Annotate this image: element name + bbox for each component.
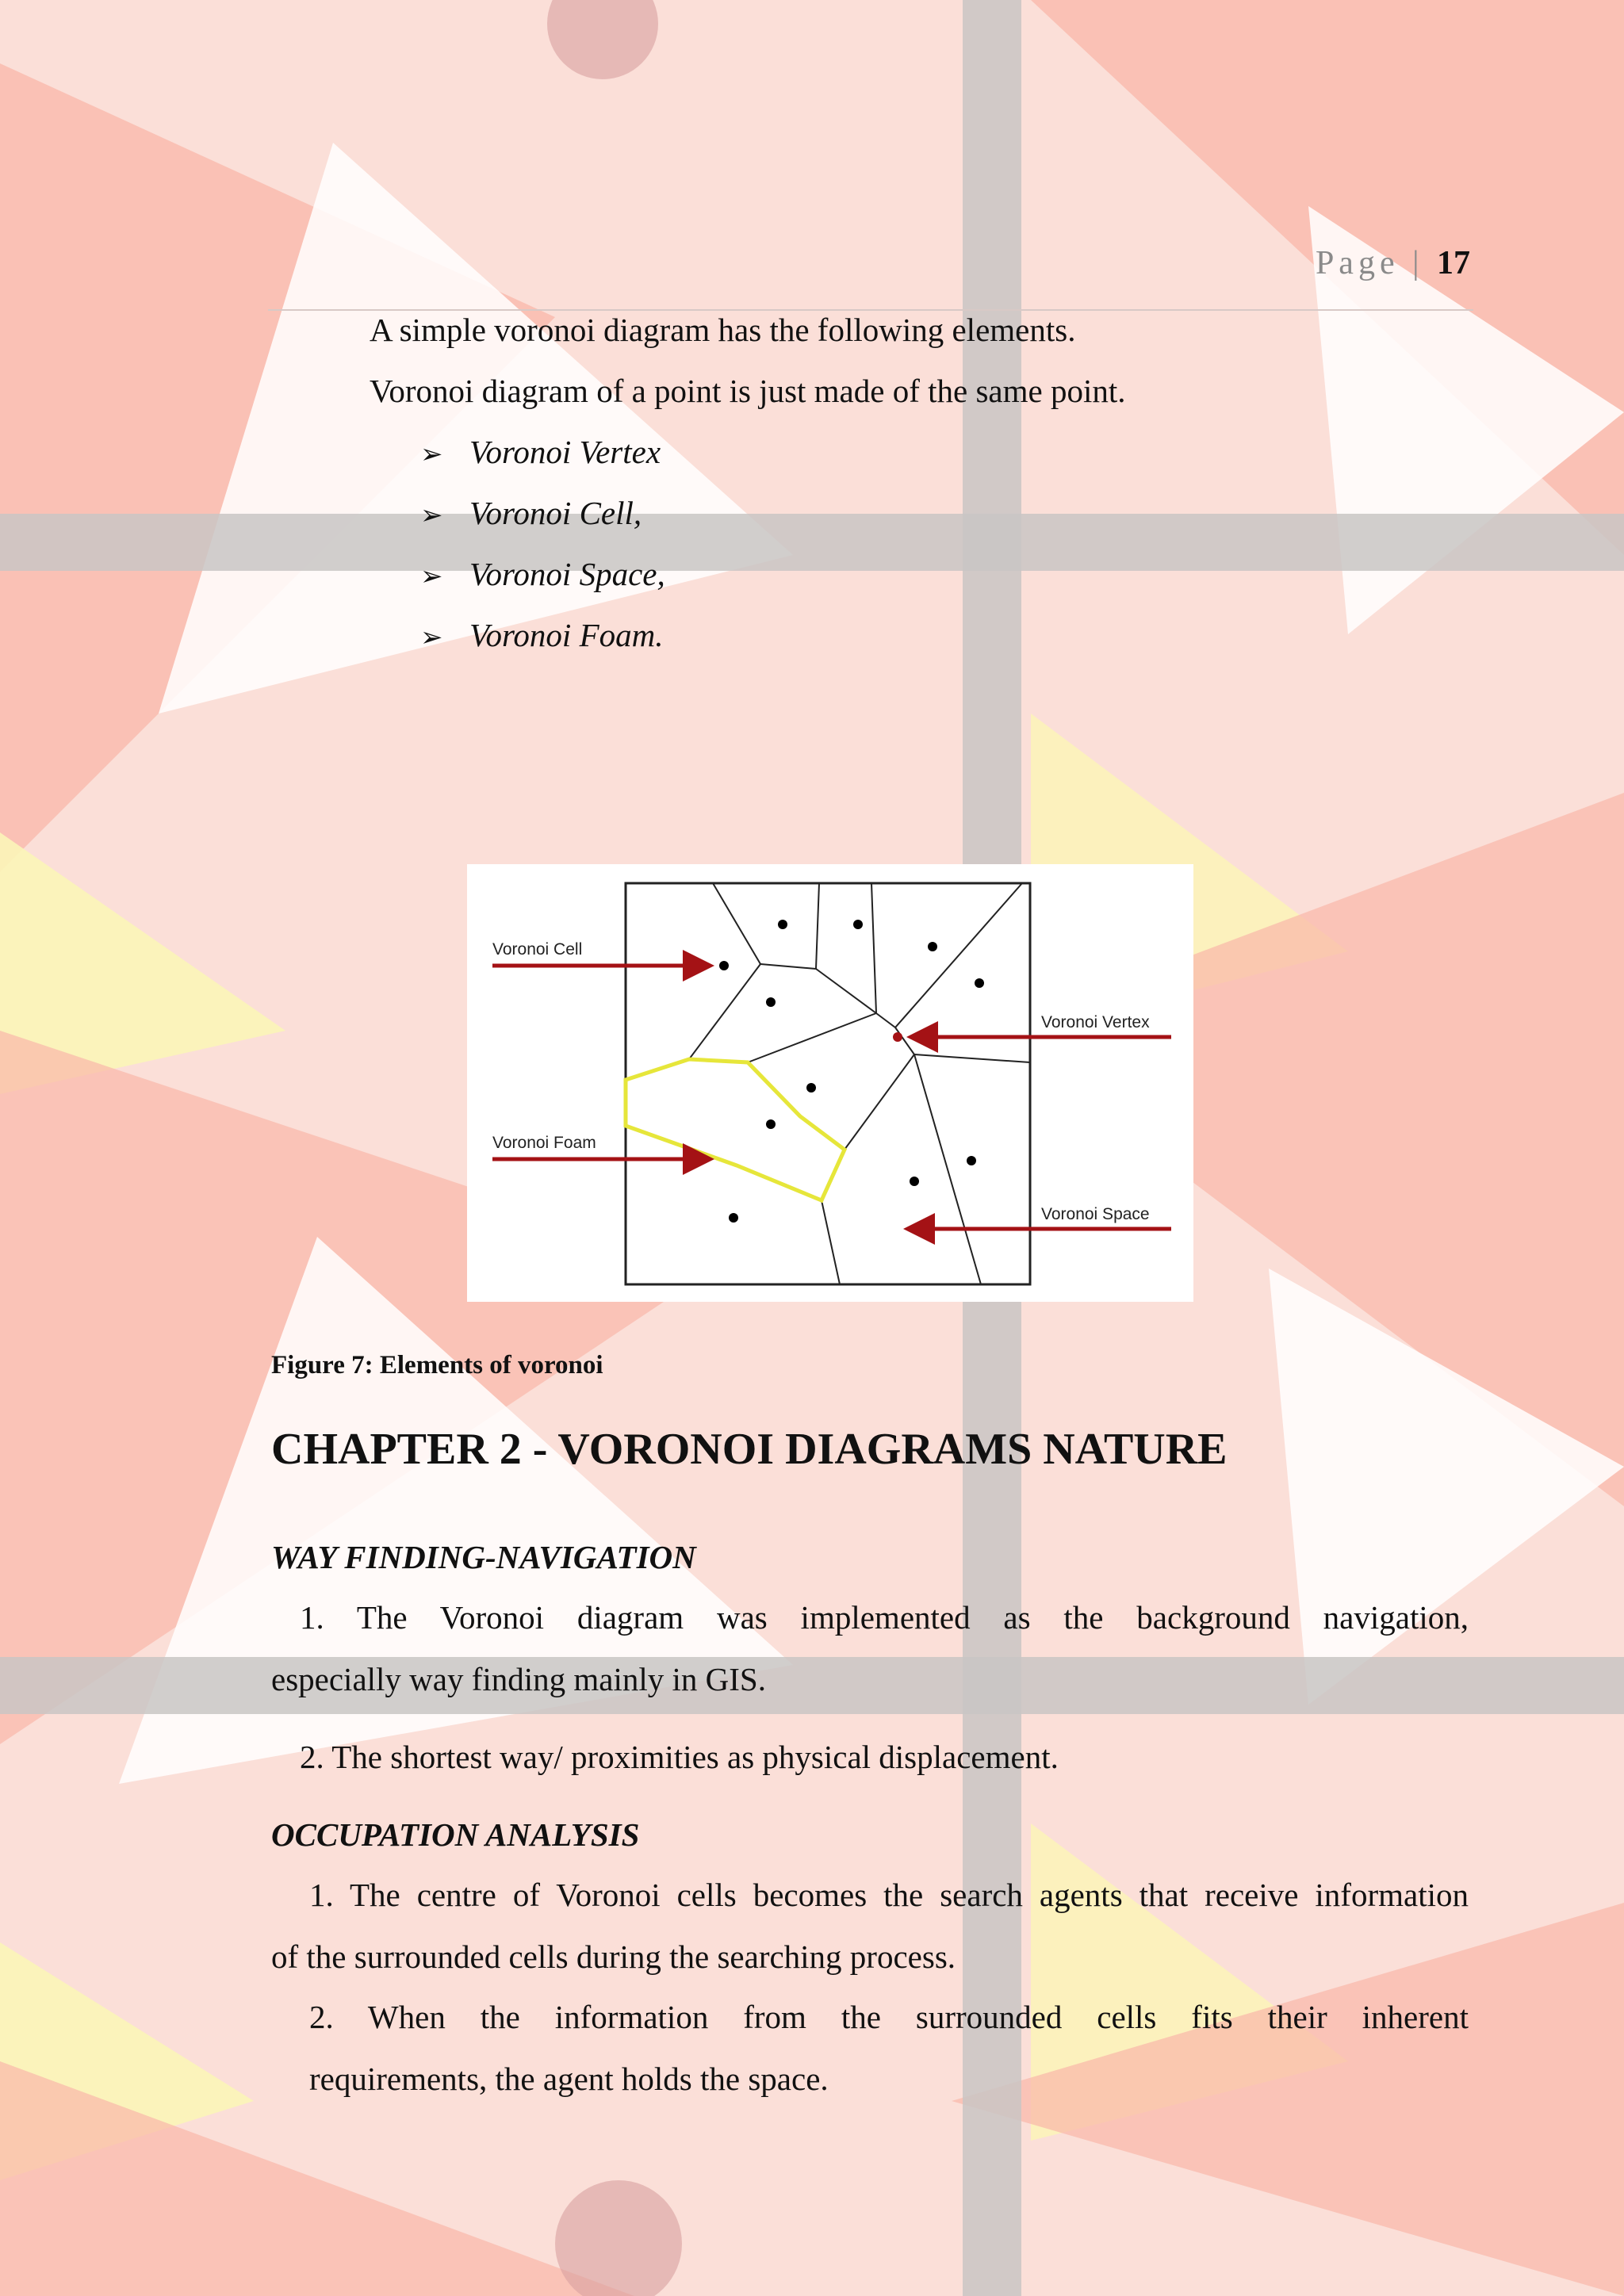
bullet-item (420, 433, 661, 471)
page-label: Page | (1315, 245, 1424, 281)
bullet-text: Voronoi Foam. (469, 617, 664, 653)
voronoi-figure (467, 864, 1193, 1302)
section-heading-wayfinding: WAY FINDING-NAVIGATION (271, 1539, 696, 1575)
bullet-item (420, 494, 642, 532)
figure-caption: Figure 7: Elements of voronoi (271, 1351, 603, 1380)
bullet-text: Voronoi Space, (469, 556, 665, 592)
arrow-bullet-icon: ➢ (420, 440, 443, 469)
section-heading-occupation: OCCUPATION ANALYSIS (271, 1816, 640, 1853)
bullet-item (420, 555, 665, 593)
paragraph-line: 1. The centre of Voronoi cells becomes the search agents that receive information (309, 1877, 1469, 1913)
paragraph-line: 2. When the information from the surrounded cells fits their inherent (309, 1999, 1469, 2035)
bullet-text: Voronoi Vertex (469, 434, 661, 470)
arrow-bullet-icon: ➢ (420, 623, 443, 652)
voronoi-diagram (467, 864, 1193, 1302)
paragraph-line: 1. The Voronoi diagram was implemented as the background navigation, (300, 1599, 1469, 1636)
paragraph-line: especially way finding mainly in GIS. (271, 1661, 766, 1697)
chapter-title: CHAPTER 2 - VORONOI DIAGRAMS NATURE (271, 1425, 1228, 1474)
page-header (1316, 244, 1470, 282)
bullet-text: Voronoi Cell, (469, 495, 642, 531)
bullet-item (420, 616, 663, 654)
arrow-bullet-icon: ➢ (420, 562, 443, 591)
paragraph-line: requirements, the agent holds the space. (309, 2061, 829, 2097)
intro-line-2: Voronoi diagram of a point is just made of the same point. (370, 373, 1126, 409)
paragraph-line: of the surrounded cells during the searching process. (271, 1938, 956, 1975)
page-number: 17 (1437, 245, 1470, 281)
label-voronoi-cell: Voronoi Cell (492, 940, 583, 959)
label-voronoi-space: Voronoi Space (1041, 1205, 1150, 1223)
label-voronoi-vertex: Voronoi Vertex (1041, 1013, 1150, 1031)
voronoi-vertex-marker (893, 1032, 902, 1042)
label-voronoi-foam: Voronoi Foam (492, 1134, 596, 1152)
paragraph-line: 2. The shortest way/ proximities as physical displacement. (300, 1739, 1059, 1775)
intro-line-1: A simple voronoi diagram has the following elements. (370, 312, 1076, 348)
arrow-bullet-icon: ➢ (420, 501, 443, 530)
